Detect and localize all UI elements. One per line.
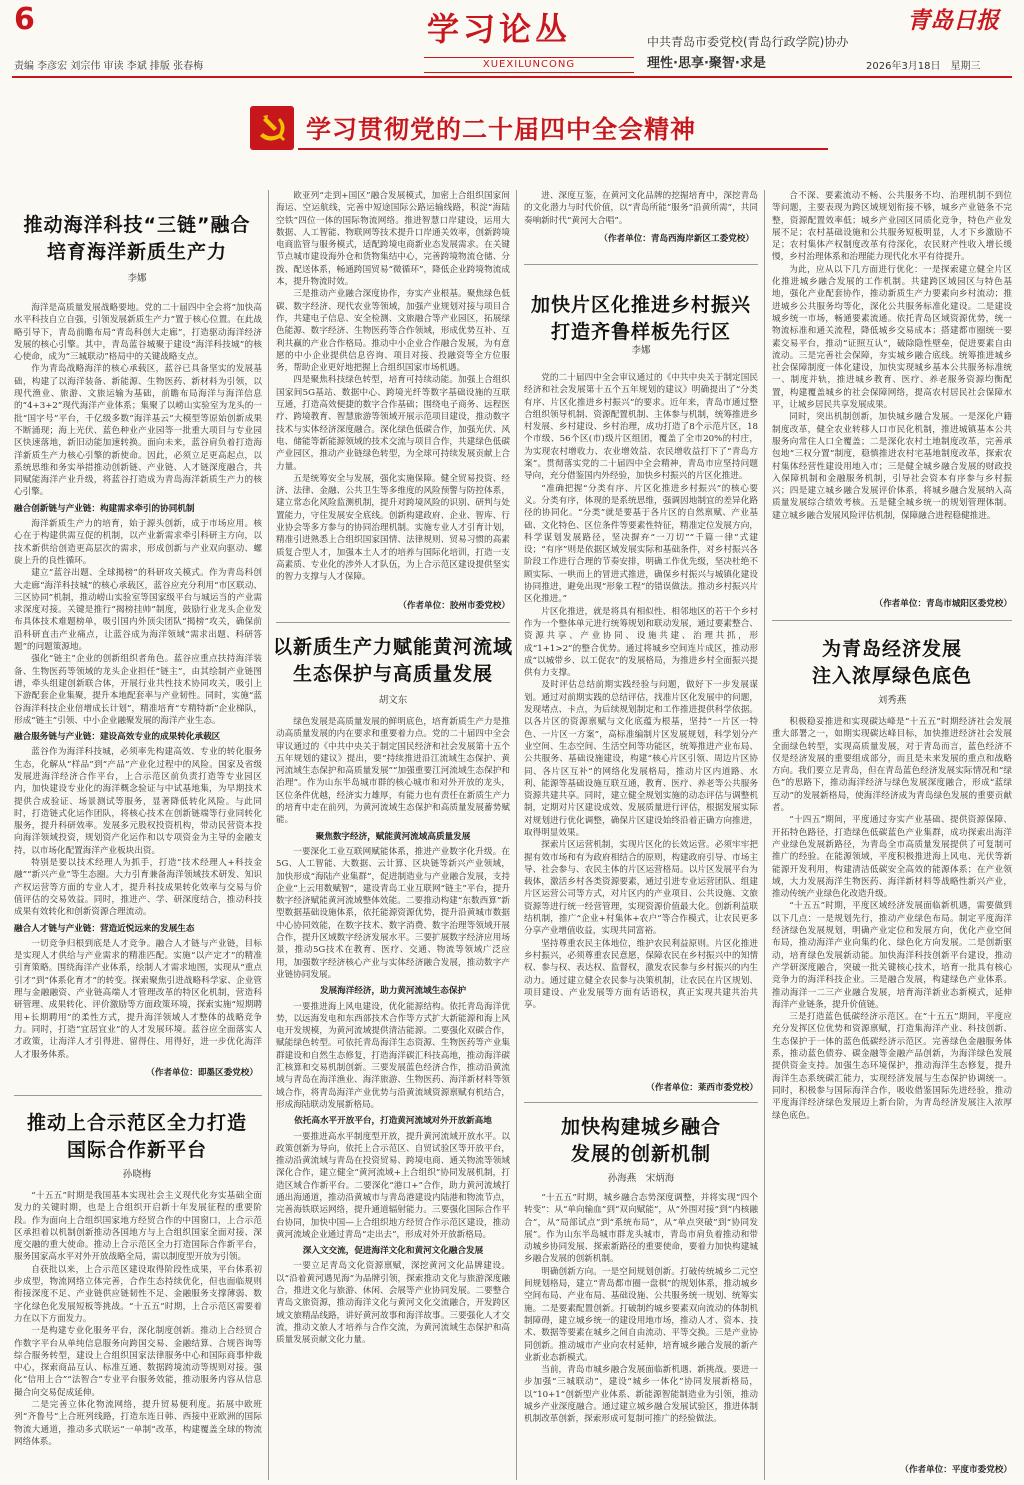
article-footer [772,1464,1012,1482]
headline-line: 为青岛经济发展 [821,638,962,660]
article-body [14,1190,262,1480]
paragraph: 积极稳妥推进和实现碳达峰是“十五五”时期经济社会发展重大部署之一，如期实现碳达峰目标，加快推进经济社会发展全面绿色转型，实现高质量发展，对于青岛而言，蓝色经济不仅是经济发展的重要组成部分，而且是未来发展的重点和战略方向。我们要立足青岛，但在青岛蓝色经济发展实际情况和“绿色”的思路下，推动海洋经济与绿色发展深度融合，形成“蓝绿互动”的发展新格局，使海洋经济成为青岛绿色发展的重要贡献者。 [772,717,1012,814]
article-author: 胡文东 [378,695,408,706]
headline-line: 推动上合示范区全力打造 [26,1112,247,1134]
author-unit: （作者单位：即墨区委党校） [146,1067,258,1078]
slogan: 理性·思享·聚智·求是 [647,56,766,71]
headline-line: 加快构建城乡融合 [560,1116,721,1138]
paragraph: 五是统筹安全与发展，强化实施保障。健全贸易投资、经济、法律、金融、公共卫生等多维度的风险预警与防控体系，建立常态化风险监测机制，提升对跨境风险的识别、研判与处置能力，守住发展安全底线。创新构建政府、企业、智库、行业协会等多方参与的协同治理机制。实施专业人才引育计划，精准引进熟悉上合组织国家国情、法律规则、贸易习惯的高素质复合型人才，加强本土人才的培养与国际化培训，打造一支高素质、专业化的涉外人才队伍，为上合示范区建设提供坚实的智力支撑与人才保障。 [276,473,510,583]
article-separator [14,1095,262,1096]
article-author: 李娜 [127,273,147,284]
column-divider [516,190,517,1480]
paragraph: 党的二十届四中全会审议通过的《中共中央关于制定国民经济和社会发展第十五个五年规划的建议》明确提出了“分类有序、片区化推进乡村振兴”的要求。近年来，青岛市通过整合组织领导机制、资源配置机制、主体参与机制，统筹推进乡村发展、乡村建设、乡村治理，成功打造了8个示范片区，18个市级、56个区(市)级片区组团，覆盖了全市20%的村庄，为实现农村增收力、农业增效益、农民增收益打下了“青岛方案”。贯彻落实党的二十届四中全会精神，青岛市应坚持问题导向，充分借鉴国内外经验，加快乡村振兴的片区化推进。 [524,373,758,482]
headline-line: 注入浓厚绿色底色 [811,665,972,687]
article-author: 刘秀燕 [877,695,907,706]
article-separator [524,1102,758,1103]
section-title: 学习论丛 [427,10,572,48]
paragraph: 欧亚列“走到+国区”融合发展模式，加密上合组织国家间海运、空运航线，完善中短途国际公路运输线路，积淀“海陆空铁”四位一体的国际物流网络。推进智慧口岸建设，运用大数据、人工智能、物联网等技术提升口岸通关效率，创新跨境电商监管与服务模式，适配跨境电商新业态发展需求。在关键节点城市建设海外仓和货物集结中心，完善跨境物流仓储、分拨、配送体系，畅通跨国贸易“微循环”，降低企业跨境物流成本，提升物流时效。 [276,191,510,288]
column-divider [764,190,765,1480]
cooperation-line: 中共青岛市委党校(青岛行政学院)协办 [647,35,849,49]
paragraph: 探索片区运营机制，实现片区化的长效运营。必须牢牢把握有效市场和有为政府相结合的原则，构建政府引导、市场主导、社会参与、农民主体的片区运营格局。以片区发展平台为载体，激活乡村各类资源要素，通过引进专业运营团队、组建片区运营公司等方式，对片区内的产业项目、公共设施、文旅资源等进行统一经营管理，实现资源价值最大化。创新利益联结机制，推广“企业+村集体+农户”等合作模式，让农民更多分享产业增值收益，实现共同富裕。 [524,840,758,937]
banner-rule [298,148,828,150]
article-headline [520,1114,762,1168]
page-number: 6 [14,2,35,37]
theme-banner [250,104,830,154]
section-subtitle: 依托高水平开放平台，打造黄河流域对外开放新高地 [294,1116,492,1127]
article-footer [276,600,510,618]
article-body [772,716,1012,1464]
article-body [524,372,758,1090]
section-subtitle: 融合服务链与产业链：建设高效专业的成果转化承载区 [14,732,221,743]
paragraph: 建立“蓝谷出题、全球揭榜”的科研攻关模式。作为青岛科创大走廊“海洋科技城”的核心承载区，蓝谷应充分利用“市区联动、三区协同”机制，推动崂山实验室等国家级平台与城运当的产业需求深度对接。关键是推行“揭榜挂帅”制度，鼓励行业龙头企业发布具体技术难题榜单，吸引国内外顶尖团队“揭榜”攻关，确保前沿科研直击产业痛点，让蓝谷成为海洋领域“需求出题、科研答题”的问题策源地。 [14,568,262,653]
article-headline [12,1110,262,1164]
author-unit: （作者单位：青岛西海岸新区工委党校） [599,233,754,244]
paragraph: 合不深、要素流动不畅、公共服务不均、治理机制不到位等问题，主要表现为跨区域规划衔接不够，城乡产业链条不完整，资源配置效率低；城乡产业园区同质化竞争，特色产业发展不足；农村基础设施和公共服务短板明显，人才下乡激励不足；农村集体产权制度改革有待深化，农民财产性收入增长缓慢，乡村治理体系和治理能力现代化水平有待提升。 [772,191,1012,263]
paragraph: 三是推动产业融合深度协作，夯实产业根基。聚焦绿色低碳、数字经济、现代农业等领域，加强产业规划对接与项目合作，共建电子信息、安全检测、文旅融合等产业园区，拓展绿色能源、数字经济、生物医药等合作领域，形成优势互补、互利共赢的产业合作格局。推动中小企业合作融合发展，为有意愿的中小企业提供信息咨询、项目对接、投融资等全方位服务，帮助企业更好地把握上合组织国家市场机遇。 [276,289,510,374]
headline-line: 推动海洋科技“三链”融合 [23,214,251,236]
headline-line: 培育海洋新质生产力 [46,241,227,263]
paragraph: 为此，应从以下几方面进行优化：一是探索建立健全片区化推进城乡融合发展的工作机制。共建跨区域园区与特色基地，强化产业配套协作，推动新质生产力要素向乡村流动；推进城乡公共服务均等化，深化公共服务标准化建设。二是建设城乡统一市场，畅通要素流通。依托青岛区域资源优势，统一物流标准和通关流程，降低城乡交易成本；搭建都市圈统一要素交易平台，推动“证照互认”，破除隐性壁垒，促进要素自由流动。三是完善社会保障，夯实城乡融合底线。统筹推进城乡社会保障制度一体化建设，加快实现城乡基本公共服务标准统一、制度并轨，推进城乡教育、医疗、养老服务资源均衡配置，构建覆盖城乡的社会保障网络，提高农村居民社会保障水平，让城乡居民共享发展成果。 [772,264,1012,411]
section-subtitle: 聚焦数字经济，赋能黄河流域高质量发展 [315,831,471,842]
section-pinyin: XUEXILUNCONG [482,59,576,70]
headline-line: 打造齐鲁样板先行区 [550,321,731,343]
article-body [772,190,1012,598]
headline-line: 生态保护与高质量发展 [292,663,493,685]
party-emblem-icon [250,106,294,150]
paragraph: 自获批以来，上合示范区建设取得阶段性成果，平台体系初步成型，物流网络立体完善，合作生态持续优化，但也面临规则衔接深度不足、产业链供应链韧性不足、金融服务支撑薄弱、数字化绿色化发展短板等挑战。“十五五”时期，上合示范区需要着力在以下方面发力。 [14,1264,262,1324]
section-subtitle: 发展海洋经济，助力黄河流域生态保护 [319,986,467,997]
article-body [276,716,510,1480]
paragraph: 四是聚焦科技绿色转型，培育可持续动能。加强上合组织国家间5G基站、数据中心、跨境光纤等数字基础设施的互联互通，打造高效便捷的数字合作基础；围绕电子商务、远程医疗、跨境教育、智慧旅游等领域开展示范项目建设，推动数字技术与实体经济深度融合。深化绿色低碳合作，加强光伏、风电、储能等新能源领域的技术交流与项目合作，共建绿色低碳产业园区，推动产业链绿色转型，为全球可持续发展贡献上合力量。 [276,375,510,472]
paragraph: 海洋新质生产力的培育，始于源头创新，成于市场应用。核心在于构建供需互促的机制，以产业新需求牵引科研主方向，以技术新供给创造更高层次的需求，形成创新与产业双向驱动、螺旋上升的良性循环。 [14,519,262,566]
paragraph: 绿色发展是高质量发展的鲜明底色，培育新质生产力是推动高质量发展的内在要求和重要着力点。党的二十届四中全会审议通过的《中共中央关于制定国民经济和社会发展第十五个五年规划的建议》提出，要“持续推进沿江流域生态保护、黄河流域生态保护和高质量发展”“加强重要江河流域生态保护和治理”。作为山东半岛城市群的核心城市和对外开放的龙头，区位条件优越，经济实力雄厚，有能力也有责任在新质生产力的培育中走在前列，为黄河流域生态保护和高质量发展蓄势赋能。 [276,717,510,826]
paragraph: 坚持尊重农民主体地位，维护农民利益原则。片区化推进乡村振兴，必须尊重农民意愿，保障农民在乡村振兴中的知情权、参与权、表达权、监督权，激发农民参与乡村振兴的内生动力。通过建立健全农民参与决策机制，让农民在片区规划、项目建设、产业发展等方面有话语权，真正实现共建共治共享。 [524,938,758,1011]
section-pinyin-bar [424,57,634,73]
headline-line: 以新质生产力赋能黄河流域 [272,636,513,658]
article-footer [772,598,1012,616]
paragraph: 进、深度互鉴，在黄河文化品牌的挖掘培育中，深挖青岛的文化潜力与时代价值，以“青岛所能”服务“沿黄所需”，共同奏响新时代“黄河大合唱”。 [524,191,758,226]
paragraph: 强化“链主”企业的创新组织者角色。蓝谷应重点扶持海洋装备、生物医药等领域的龙头企业担任“链主”，由其绘制产业链图谱，牵头组建创新联合体，开展行业共性技术协同攻关，吸引上下游配套企业集聚，提升本地配套率与产业韧性。同时，实施“蓝谷海洋科技企业倍增成长计划”，精准培育“专精特新”企业梯队，形成“链主”引领、中小企业融聚发展的海洋产业生态。 [14,654,262,726]
section-subtitle: 融合创新链与产业链：构建需求牵引的协同机制 [14,503,195,514]
author-unit: （作者单位：青岛市城阳区委党校） [874,599,1012,609]
paragraph: “十四五”期间，平度通过夯实产业基础、提供资源保障、开拓特色路径，打造绿色低碳蓝色产业集群，成功探索出海洋产业绿色发展新路径，为青岛全市高质量发展提供了可复制可推广的经验。在能源领域，平度积极推进海上风电、光伏等新能源开发利用，构建清洁低碳安全高效的能源体系；在产业领域，大力发展海洋生物医药、海洋新材料等战略性新兴产业，推动传统产业绿色化改造升级。 [772,815,1012,900]
paragraph: “十五五”时期是我国基本实现社会主义现代化夯实基础全面发力的关键时期，也是上合组织开启新十年发展征程的重要阶段。作为面向上合组织国家地方经贸合作的中国窗口，上合示范区承担着以机制创新推动各国地方与上合组织国家全面对接、深度交融的重大使命。推动上合示范区全力打造国际合作新平台，服务国家高水平对外开放战略全局，需以制度型开放为引领。 [14,1191,262,1263]
article-footer [524,1082,758,1100]
paragraph: 当前，青岛市城乡融合发展面临新机遇、新挑战。要进一步加强“三城联动”，建设“城乡一体化”协同发展新格局，以“10+1”创新型产业体系、新能源智能制造业为引领，推动城乡产业深度融合。通过建立城乡融合发展试验区，推进体制机制改革创新，探索形成可复制可推广的经验做法。 [524,1365,758,1425]
banner-title: 学习贯彻党的二十届四中全会精神 [306,115,697,144]
section-subtitle: 融合人才链与产业链：营造近悦远来的发展生态 [14,923,195,934]
headline-line: 加快片区化推进乡村振兴 [530,294,751,316]
paragraph: 一要立足青岛文化资源禀赋，深挖黄河文化品牌建设。以“沿着黄河遇见海”为品牌引领，探索推动文化与旅游深度融合，推进文化与旅游、休闲、会展等产业协同发展。二要整合青岛文旅资源，推动海洋文化与黄河文化交流融合，开发跨区域文旅精品线路，讲好黄河故事和海洋故事。三要强化人才交流，推动文旅人才培养与合作交流，为黄河流域生态保护和高质量发展贡献文化力量。 [276,1261,510,1346]
author-unit: （作者单位：平度市委党校） [900,1465,1012,1475]
paragraph: 一要推进海上风电建设，优化能源结构。依托青岛海洋优势，以远海发电和东西部技术合作等方式扩大新能源和海上风电开发规模，为黄河流域提供清洁能源。二要强化双碳合作，赋能绿色转型。可依托青岛海洋生态资源、生物医药等产业集群建设和自然生态修复，打造海洋碳汇科技高地，推动海洋碳汇核算和交易机制创新。三要发展蓝色经济合作，推动沿黄流域与青岛在海洋渔业、海洋旅游、生物医药、海洋新材料等领域合作，将青岛海洋产业优势与沿黄流域资源禀赋有机结合，形成海陆联动发展新格局。 [276,1001,510,1110]
issue-date: 2026年3月18日 星期三 [866,61,981,72]
paragraph: 片区化推进，就是将具有相似性、相邻地区的若干个乡村作为一个整体单元进行统筹规划和联动发展，通过要素整合、资源共享、产业协同、设施共建、治理共抓，形成“1+1>2”的整合优势。通过将城乡空间连片成区，推动形成“以城带乡、以工促农”的发展格局，为推进乡村全面振兴提供有力支撑。 [524,606,758,679]
article-body [524,1192,758,1480]
paragraph: 一切竞争归根到底是人才竞争。融合人才链与产业链，目标是实现人才供给与产业需求的精准匹配。实施“以产定才”的精准引育策略。围绕海洋产业体系，绘制人才需求地图，实现从“重点引才”到“体系化育才”的转变。探索聚焦引进战略科学家、企业管理与金融融资、产业链高端人才管理改革的特区化机制，营造科研管理、成果转化、评价激励等方面政策环境，探索实施“短期聘用+长期聘用”的柔性方式，提升海洋领域人才整体的战略竞争力。同时，打造“宜居宜业”的人才发展环境。蓝谷应全面落实人才政策，让海洋人才引得进、留得住、用得好，进一步优化海洋人才服务体系。 [14,938,262,1060]
article-headline [272,634,514,688]
editors-line: 责编 李彦宏 刘宗伟 审读 李斌 排版 张春梅 [14,61,204,72]
section-subtitle: 深入文交流，促进海洋文化和黄河文化融合发展 [302,1246,484,1257]
paragraph: 二是完善立体化物流网络，提升贸易便利度。拓展中欧班列“齐鲁号”上合班列线路，打造东连日韩、西接中亚欧洲的国际物流大通道，推动多式联运“一单制”改革，构建覆盖全球的物流网络体系。 [14,1400,262,1447]
paragraph: “准确把握“分类有序、片区化推进乡村振兴”的核心要义。分类有序，体现的是系统思维，强调因地制宜的差异化路径的协同化。“分类”就是要基于各片区的自然禀赋、产业基础、文化特色、区位条件等要素性特征，精准定位发展方向，科学谋划发展路径，坚决摒弃“一刀切”“千篇一律”式建设；“有序”则是依据区域发展实际和基础条件，对乡村振兴各阶段工作进行合理的节奏安排，明确工作优先级，坚决杜绝不顾实际、一哄而上的冒进式推进，确保乡村振兴与城镇化建设协同推进，避免出现“形象工程”的错误做法。推动乡村振兴片区化推进。” [524,483,758,605]
article-separator [524,264,758,265]
paragraph: 一是构建专业化服务平台，深化制度创新。推动上合经贸合作数字平台从单纯信息服务向跨国交易、金融结算、合规咨询等综合服务转型，建设上合组织国家法律服务中心和国际商事仲裁中心，探索商品互认、标准互通、数据跨境流动等规则对接。强化“信用上合”“法智合”专业平台服务效能，推动服务内容从信息撮合向交易促成延伸。 [14,1326,262,1398]
article-headline [12,212,262,266]
newspaper-logo: 青岛日报 [907,7,999,34]
paragraph: 一要推进高水平制度型开放，提升黄河流域开放水平。以政策创新为导向，依托上合示范区、自贸试验区等开放平台，推动沿黄流域与青岛在投资贸易、跨境电商、通关物流等领域深化合作，建立健全“黄河流域+上合组织”协同发展机制，打造区域合作新平台。二要深化“港口+”合作，助力黄河流域打通出海通道，推动沿黄城市与青岛港建设内陆港和物流节点，完善海铁联运网络，提升通道辐射能力。三要强化国际合作平台协同，加快中国—上合组织地方经贸合作示范区建设，推动黄河流域企业通过青岛“走出去”，形成对外开放新格局。 [276,1131,510,1240]
article-body [524,190,758,260]
column-divider [268,190,269,1480]
article-headline [770,636,1014,690]
paragraph: 三是打造蓝色低碳经济示范区。在“十五五”期间，平度应充分发挥区位优势和资源禀赋，打造集海洋产业、科技创新、生态保护于一体的蓝色低碳经济示范区。完善绿色金融服务体系，推动蓝色债券、碳金融等金融产品创新，为海洋绿色发展提供资金支持。加强生态环境保护，推动海洋生态修复，提升海洋生态系统碳汇能力，实现经济发展与生态保护协调统一。同时，积极参与国际海洋合作，吸收借鉴国际先进经验，推动平度海洋经济绿色发展迈上新台阶，为青岛经济发展注入浓厚绿色底色。 [772,1012,1012,1121]
article-body [276,190,510,618]
author-unit: （作者单位：莱西市委党校） [646,1083,758,1093]
author-unit: （作者单位：胶州市委党校） [398,601,510,611]
paragraph: 蓝谷作为海洋科技城，必须率先构建高效、专业的转化服务生态，化解从“样品”到“产品”产业化过程中的风险。国家及省级发展进海洋经济合作平台，上合示范区前负责打造等专业园区内，加快建设专业化的海洋概念验证与中试基地集，为早期技术提供合成验证、场景测试等服务，显著降低转化风险。与此同时，打造链式化运作团队，将核心技术在创新链端等行业同转化服务，提升科研效率。发展多元股权投资机构，带动民营资本投向海洋领域投资，规划资产化运作和以专项资金为主导的金融支持，以市场化配置海洋产业板块出资。 [14,747,262,856]
paragraph: “十五五”时期，平度区域经济发展面临新机遇，需要做到以下几点：一是规划先行，推动产业绿色布局。制定平度海洋经济绿色发展规划，明确产业定位和发展方向，优化产业空间布局，推动海洋产业向集约化、绿色化方向发展。二是创新驱动，培育绿色发展新动能。加快海洋科技创新平台建设，推动产学研深度融合，突破一批关键核心技术，培育一批具有核心竞争力的海洋科技企业。三是融合发展，构建绿色产业体系。推动海洋一二三产业融合发展，培育海洋新业态新模式，延伸海洋产业链条，提升价值链。 [772,901,1012,1010]
masthead-rule [12,76,1012,78]
paragraph: 同时，突出机制创新，加快城乡融合发展。一是深化户籍制度改革，健全农业转移人口市民化机制，推进城镇基本公共服务向常住人口全覆盖；二是深化农村土地制度改革，完善承包地“三权分置”制度，稳慎推进农村宅基地制度改革，探索农村集体经营性建设用地入市；三是健全城乡融合发展的财政投入保障机制和金融服务机制，引导社会资本有序参与乡村振兴；四是建立城乡融合发展评价体系，将城乡融合发展纳入高质量发展综合绩效考核。五是健全城乡统一的规划管理体制。建立城乡融合发展风险评估机制，保障融合进程稳健推进。 [772,412,1012,521]
headline-line: 国际合作新平台 [66,1139,207,1161]
headline-line: 发展的创新机制 [570,1143,711,1165]
article-author: 孙海燕 宋炳海 [607,1173,675,1184]
paragraph: “十五五”时期，城乡融合态势深度调整，并将实现“四个转变”：从“单向输血”到“双向赋能”，从“外围对接”到“内核融合”，从“局部试点”到“系统布局”，从“单点突破”到“协同发展”。作为山东半岛城市群龙头城市，青岛市肩负着推动和带动城乡协同发展、探索新路径的重要使命，要着力加快构建城乡融合发展的创新机制。 [524,1193,758,1265]
paragraph: 及时评估总结前期实践经验与问题，做好下一步发展谋划。通过对前期实践的总结评估，找准片区化发展中的问题，发现堵点、卡点，为后续规划制定和工作推进提供科学依据。以各片区的资源禀赋与文化底蕴为根基，坚持“一片区一特色、一片区一方案”，高标准编制片区发展规划，科学划分产业空间、生态空间、生活空间等功能区，统筹推进产业布局、公共服务、基础设施建设，构建“核心片区引领、周边片区协同、各片区互补”的网络化发展格局，推动片区内道路、水利、能源等基础设施互联互通，教育、医疗、养老等公共服务资源共建共享。同时，建立健全规划实施的动态评估与调整机制，定期对片区建设成效、发展质量进行评估，根据发展实际对规划进行优化调整，确保片区建设始终沿着正确方向推进，取得明显效果。 [524,680,758,838]
paragraph: 明确创新方向。一是空间规划创新。打破传统城乡二元空间规划格局，建立“青岛都市圈一盘棋”的规划体系，推动城乡空间布局、产业布局、基础设施、公共服务统一规划、统筹实施。二是要素配置创新。打破制约城乡要素双向流动的体制机制障碍，建立城乡统一的建设用地市场，推动人才、资本、技术、数据等要素在城乡之间自由流动、平等交换。三是产业协同创新。推动城市产业向农村延伸，培育城乡融合发展的新产业新业态新模式。 [524,1266,758,1363]
article-headline [520,292,762,346]
paragraph: 一要深化工业互联网赋能体系，推进产业数字化升级。在5G、人工智能、大数据、云计算、区块链等新兴产业领域，加快形成“海陆产业集群”，促进制造业与产业融合发展，支持企业“上云用数赋智”，建设青岛工业互联网“链主”平台，提升数字经济赋能黄河流域整体效能。二要推动构建“东数西算”新型数据基础设施体系，依托能源资源优势，提升沿黄城市数据中心协同效能，在数字技术、数字消费、数字治理等领域开展合作，提升区域数字经济发展水平。三要扩展数字经济应用场景，推动5G技术在教育、医疗、交通、物流等领域广泛应用，加强数字经济核心产业与实体经济融合发展，推动数字产业链协同发展。 [276,846,510,980]
article-separator [276,622,510,623]
article-author: 孙晓梅 [122,1169,152,1180]
paragraph: 特别是要以技术经理人为抓手，打造“技术经理人+科技金融”“新兴产业”等生态圈。大力引育兼备海洋领域技术研发、知识产权运营等方面的专业人才，提升科技成果转化效率与交易与价值评估的交易效益。同时，推进产、学、研深度结合，推动科技成果有效转化和创新资源合理流动。 [14,858,262,918]
paragraph: 海洋是高质量发展战略要地。党的二十届四中全会将“加快高水平科技自立自强，引领发展新质生产力”置于核心位置。在此战略引导下，青岛前瞻布局“青岛科创大走廊”，打造驱动海洋经济发展的核心引擎。其中，青岛蓝谷城聚于建设“海洋科技城”的核心使命，成为“三城联动”格局中的关键战略支点。 [14,303,262,363]
article-separator [772,620,1012,621]
paragraph: 作为青岛战略海洋的核心承载区，蓝谷已具备坚实的发展基础，构建了以海洋装备、新能源、生物医药、新材料为引领，以现代渔业、旅游、文旅运输为基础，前瞻布局海洋与海洋信息的“4+3+2”现代海洋产业体系；集聚了以崂山实验室为龙头的一批“国字号”平台，千亿级多数“海洋基云”大模型等原始创新成果不断涌现；海上光伏、蓝色种业产业园等一批重大项目与专业园区快速落地，新旧动能加速转换。面向未来，蓝谷肩负着打造海洋新质生产力核心引擎的新使命。因此，必须立足更高起点，以系统思维和务实举措推动创新链、产业链、人才链深度融合，共同赋能海洋产业升级，将蓝谷打造成为青岛海洋新质生产力的核心引擎。 [14,364,262,498]
masthead [0,0,1024,78]
article-author: 李娜 [631,345,651,356]
